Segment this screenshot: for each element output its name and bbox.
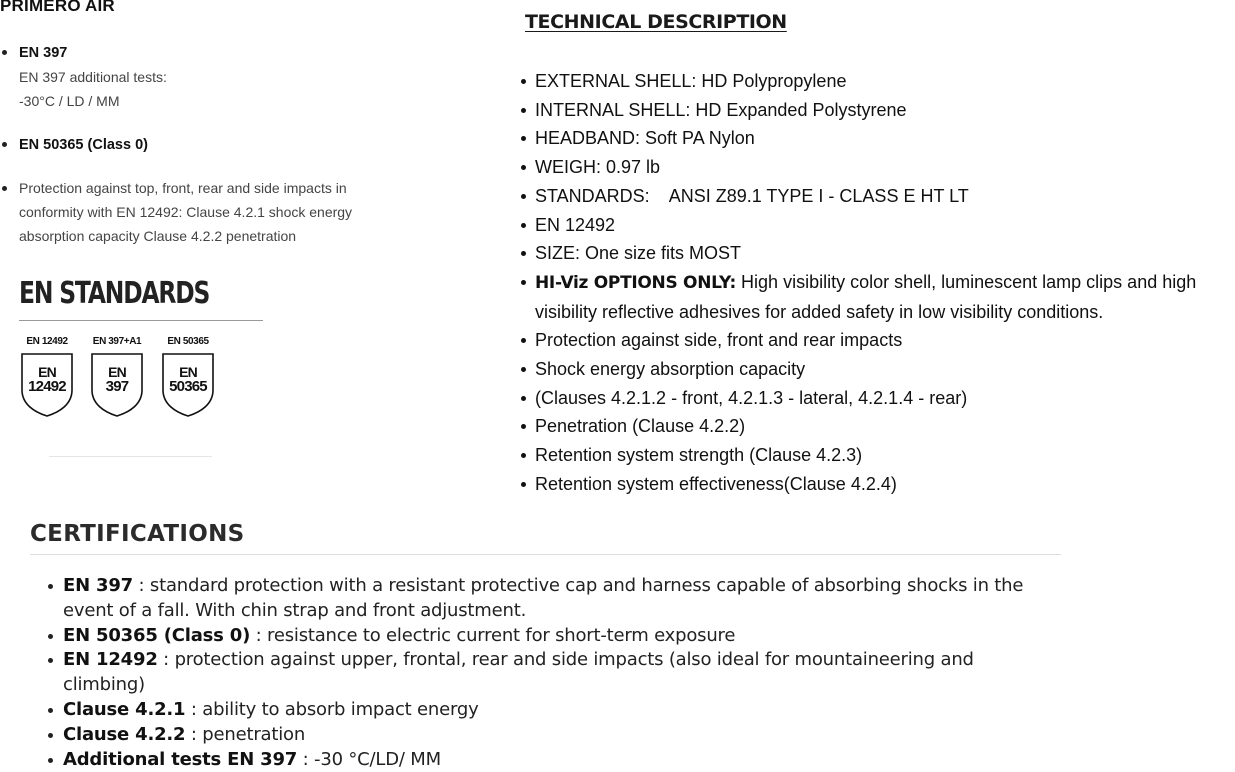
divider [30,554,1061,555]
list-item-hi-viz [519,268,1235,326]
list-item-title: Additional tests EN 397 [63,748,298,770]
badge-line: EN [38,364,56,380]
bullet-icon [48,658,53,663]
divider [49,456,212,457]
bullet-icon [521,108,526,113]
list-item-text: (Clauses 4.2.1.2 - front, 4.2.1.3 - lateral, 4.2.1.4 - rear) [535,387,968,408]
list-item-text: Shock energy absorption capacity [535,359,806,380]
list-item-text: Retention system strength (Clause 4.2.3) [535,445,863,466]
bullet-icon [48,584,53,589]
bullet-icon [2,50,7,55]
badge-caption: EN 397+A1 [92,336,142,347]
bullet-icon [521,223,526,228]
list-item [519,470,1235,499]
list-item [46,624,1061,649]
bullet-icon [521,482,526,487]
badge-caption: EN 50365 [167,336,209,347]
bullet-icon [521,136,526,141]
badge-line: EN [179,364,197,380]
list-item [519,441,1235,470]
bullet-icon [48,708,53,713]
badge-line: 12492 [28,378,66,395]
badge-line: EN [108,364,126,380]
list-item-text: : standard protection with a resistant protective cap and harness capable of absorbing shocks in the event of a fall. With chin strap and front adjustment. [63,575,1024,621]
certifications-list [46,574,1061,772]
list-item-text: : penetration [185,723,306,745]
list-item-text: : -30 °C/LD/ MM [297,748,441,770]
bullet-icon [521,424,526,429]
list-item [46,574,1061,624]
list-item [519,239,1235,268]
list-item [519,182,1235,211]
list-item-text: WEIGH: 0.97 lb [535,157,661,178]
badge-caption: EN 12492 [26,336,68,347]
list-item [519,67,1235,96]
list-item [46,698,1061,723]
bullet-icon [521,367,526,372]
list-item-text: EXTERNAL SHELL: HD Polypropylene [535,71,847,91]
list-item [46,648,1061,698]
list-item-title: EN 50365 (Class 0) [19,137,148,153]
list-item-text: SIZE: One size fits MOST [535,243,742,264]
bullet-icon [48,634,53,639]
bullet-icon [521,165,526,170]
list-item-title: EN 397 [19,45,68,61]
list-item-title: Clause 4.2.1 [63,698,186,720]
en-standards-heading: EN STANDARDS [19,276,210,311]
product-title: PRIMERO AIR [0,0,115,15]
list-item-text: STANDARDS: ANSI Z89.1 TYPE I - CLASS E HT LT [535,185,969,206]
list-item-title: EN 397 [63,575,134,596]
list-item-title: EN 12492 [63,649,158,671]
bullet-icon [521,79,526,84]
certifications-heading: CERTIFICATIONS [30,521,245,547]
list-item-subtext: EN 397 additional tests: [19,69,167,85]
badge-en-12492 [18,336,76,418]
list-item-text: INTERNAL SHELL: HD Expanded Polystyrene [535,99,907,120]
bullet-icon [2,142,7,147]
bullet-icon [521,280,526,285]
list-item-text: : protection against upper, frontal, rear and side impacts (also ideal for mountaineering and climbing) [63,649,974,696]
bullet-icon [521,453,526,458]
badge-en-397 [88,336,146,418]
list-item-text: Protection against top, front, rear and side impacts in conformity with EN 12492: Clause 4.2.1 shock energy absorption capacity Clause 4.2.2 penetration [19,180,353,244]
list-item [519,384,1235,413]
list-item [519,412,1235,441]
list-item [519,153,1235,182]
list-item-text: High visibility color shell, luminescent lamp clips and high visibility reflective adhesives for added safety in low visibility conditions. [535,271,1197,322]
badge-en-50365 [159,336,217,418]
technical-description-heading: TECHNICAL DESCRIPTION [525,11,787,33]
list-item [519,124,1235,153]
list-item-text: HEADBAND: Soft PA Nylon [535,128,755,149]
list-item [46,723,1061,748]
list-item [46,748,1061,772]
bullet-icon [521,338,526,343]
list-item-title: Clause 4.2.2 [63,723,186,745]
list-item-text: EN 12492 [535,214,616,235]
divider [19,320,263,321]
list-item-text: Retention system effectiveness(Clause 4.2.4) [535,473,897,494]
list-item [519,211,1235,240]
list-item-text: Protection against side, front and rear impacts [535,330,903,351]
bullet-icon [521,251,526,256]
list-item [519,355,1235,384]
badge-line: 50365 [169,378,207,395]
list-item-text: : ability to absorb impact energy [185,698,479,720]
bullet-icon [48,733,53,738]
bullet-icon [521,396,526,401]
bullet-icon [48,758,53,763]
bullet-icon [2,186,7,191]
list-item [519,96,1235,125]
list-item-subtext: -30°C / LD / MM [19,93,120,109]
list-item [519,326,1235,355]
bullet-icon [521,194,526,199]
list-item-text: : resistance to electric current for short-term exposure [250,624,736,646]
badge-line: 397 [105,378,129,395]
list-item-title: EN 50365 (Class 0) [63,624,251,646]
hi-viz-label: HI-Viz OPTIONS ONLY: [535,272,737,293]
technical-description-list [519,67,1235,499]
list-item-text: Penetration (Clause 4.2.2) [535,416,746,437]
